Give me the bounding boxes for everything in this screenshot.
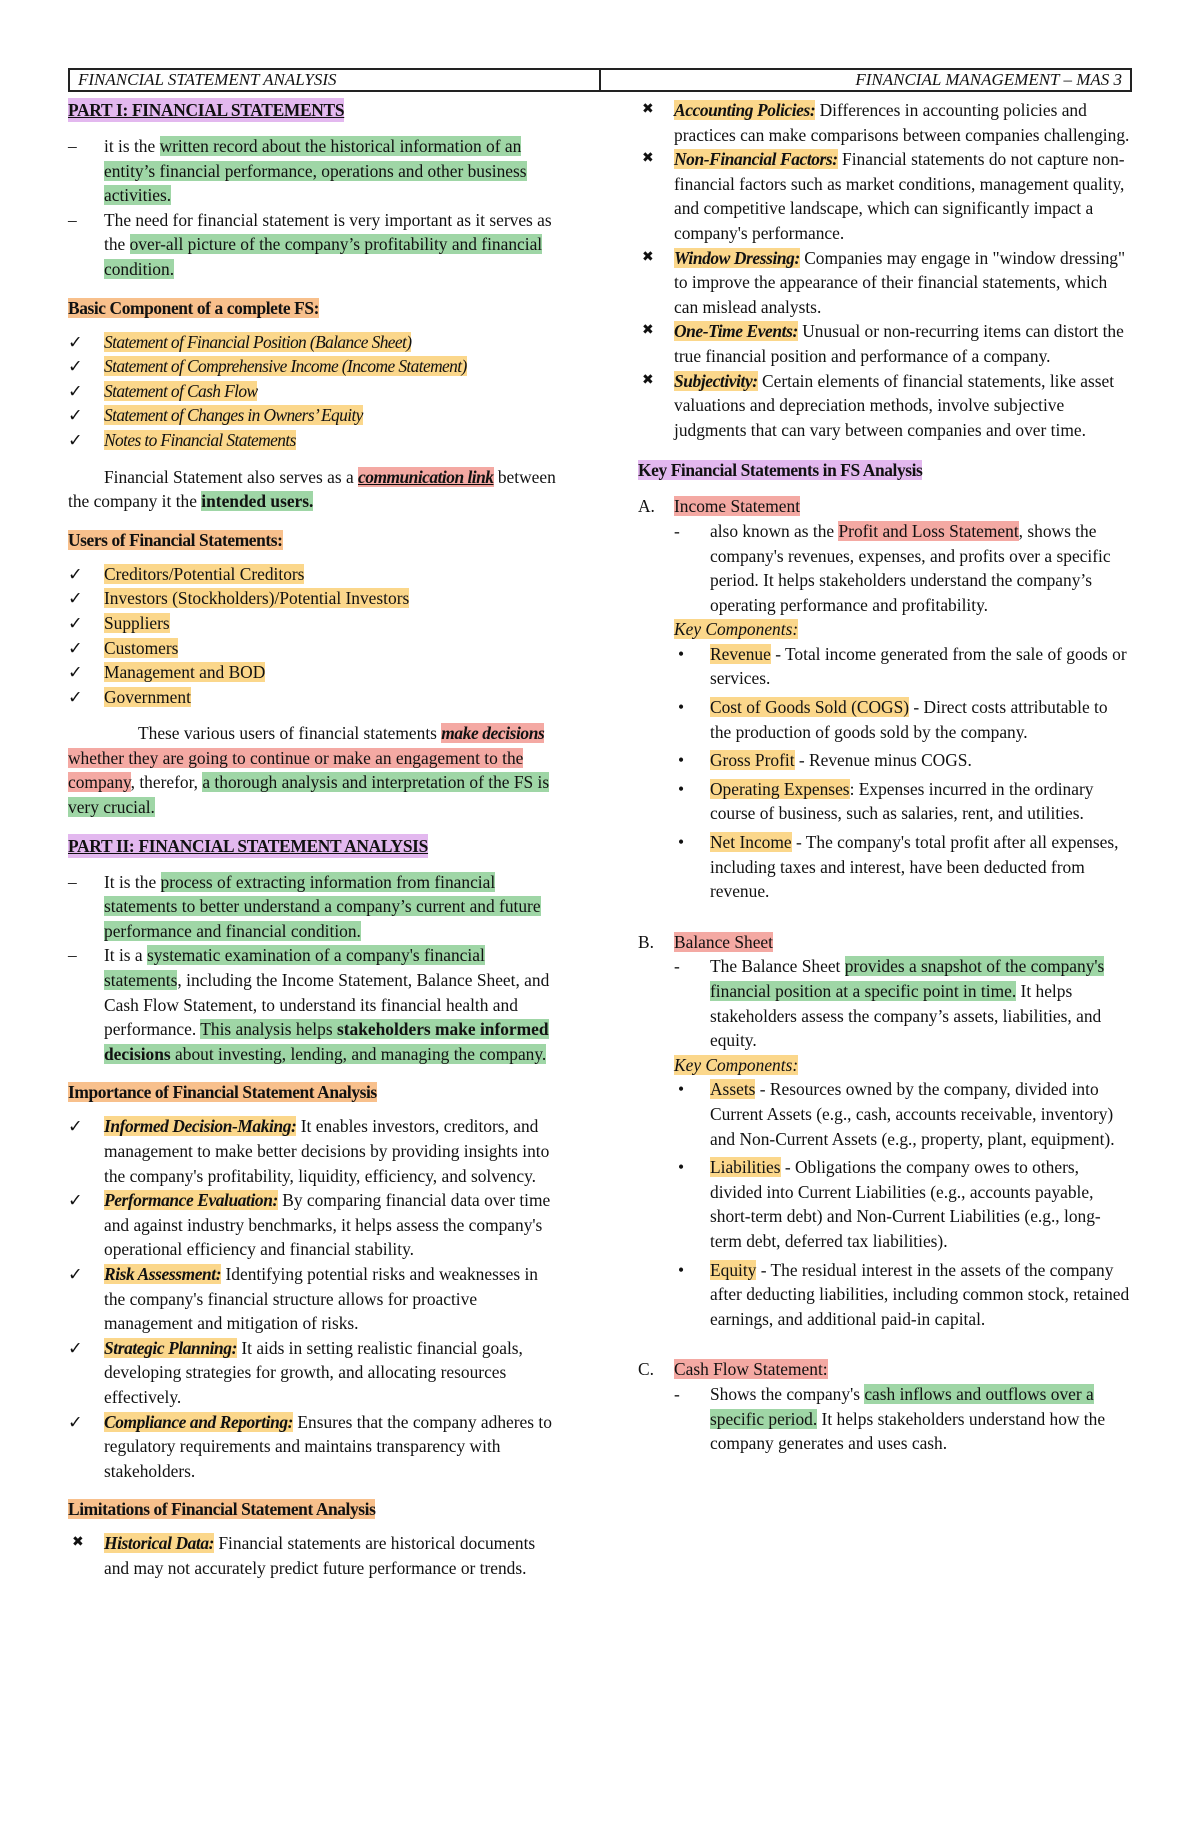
- balance-sheet-title: Balance Sheet: [674, 931, 773, 952]
- list-item: – it is the written record about the historical information of an entity’s financial performance, operations and other business activities.: [68, 136, 527, 206]
- bullet-icon: •: [678, 1259, 685, 1280]
- x-mark-icon: ✖: [642, 151, 654, 167]
- check-icon: ✓: [68, 405, 83, 426]
- x-mark-icon: ✖: [642, 372, 654, 388]
- components-title: Basic Component of a complete FS:: [68, 297, 320, 318]
- cash-flow-title: Cash Flow Statement:: [674, 1359, 828, 1380]
- list-item: ✓ Statement of Comprehensive Income (Income Statement): [68, 354, 561, 379]
- check-icon: ✓: [68, 686, 83, 707]
- balance-description: - The Balance Sheet provides a snapshot of the company's financial position at a specific point in time. It helps stakeholders assess the company’s assets, liabilities, and equity.: [674, 956, 1105, 1051]
- users-list: [68, 562, 561, 710]
- dash-icon: –: [68, 136, 77, 156]
- cash-flow-description: - Shows the company's cash inflows and outflows over a specific period. It helps stakeholders understand how the company generates and uses cash.: [674, 1383, 1106, 1454]
- dash-icon: –: [68, 871, 77, 892]
- list-item: ✖ Subjectivity: Certain elements of financial statements, like asset valuations and depreciation methods, involve subjective judgments that can vary between companies and over time.: [642, 370, 1115, 440]
- check-icon: ✓: [68, 380, 83, 401]
- balance-sheet-block: [638, 930, 1132, 1332]
- list-item: • Equity - The residual interest in the assets of the company after deducting liabilities, including common stock, retained earnings, and additional paid-in capital.: [678, 1259, 1130, 1329]
- check-icon: ✓: [68, 662, 83, 683]
- list-item: – It is the process of extracting information from financial statements to better understand a company’s current and future performance and financial condition.: [68, 871, 541, 941]
- list-item: • Cost of Goods Sold (COGS) - Direct costs attributable to the production of goods sold by the company.: [678, 697, 1108, 742]
- users-paragraph: These various users of financial statements make decisions whether they are going to continue or make an engagement to the company, therefor, a thorough analysis and interpretation of the FS is very crucial.: [68, 723, 550, 818]
- users-title: Users of Financial Statements:: [68, 529, 283, 550]
- check-icon: ✓: [68, 1263, 83, 1284]
- importance-list: [68, 1114, 561, 1483]
- bullet-icon: •: [678, 1157, 685, 1178]
- part2-bullets: [68, 870, 561, 1067]
- check-icon: ✓: [68, 1116, 83, 1137]
- section-letter: B.: [638, 931, 654, 952]
- limitations-list-left: [68, 1531, 561, 1580]
- list-item: • Net Income - The company's total profit after all expenses, including taxes and interest, have been deducted from revenue.: [678, 832, 1119, 902]
- list-item: ✓ Notes to Financial Statements: [68, 428, 561, 453]
- x-mark-icon: ✖: [642, 323, 654, 339]
- list-item: ✓ Customers: [68, 636, 561, 661]
- list-item: ✖ Non-Financial Factors: Financial statements do not capture non-financial factors such as market conditions, management quality, and competitive landscape, which can significantly impact a company's performance.: [642, 149, 1125, 243]
- list-item: ✓ Risk Assessment: Identifying potential risks and weaknesses in the company's financial structure allows for proactive management and mitigation of risks.: [68, 1263, 538, 1334]
- income-statement-title: Income Statement: [674, 496, 801, 517]
- income-description: - also known as the Profit and Loss Statement, shows the company's revenues, expenses, and profits over a specific period. It helps stakeholders understand the company’s operating performance and profitability.: [674, 520, 1111, 615]
- cash-flow-block: [638, 1357, 1132, 1455]
- list-item: – It is a systematic examination of a company's financial statements, including the Income Statement, Balance Sheet, and Cash Flow Statement, to understand its financial health and performance. This analysis helps stakeholders make informed decisions about investing, lending, and managing the company.: [68, 945, 550, 1064]
- part1-bullets: [68, 134, 561, 282]
- header-left: FINANCIAL STATEMENT ANALYSIS: [70, 70, 601, 90]
- list-item: – The need for financial statement is very important as it serves as the over-all picture of the company’s profitability and financial condition.: [68, 209, 552, 279]
- list-item: • Operating Expenses: Expenses incurred in the ordinary course of business, such as salaries, rent, and utilities.: [678, 778, 1094, 824]
- list-item: • Revenue - Total income generated from the sale of goods or services.: [678, 643, 1127, 689]
- list-item: ✓ Performance Evaluation: By comparing financial data over time and against industry benchmarks, it helps assess the company's operational efficiency and financial stability.: [68, 1190, 551, 1260]
- list-item: ✖ One-Time Events: Unusual or non-recurring items can distort the true financial position and performance of a company.: [642, 321, 1124, 366]
- importance-title: Importance of Financial Statement Analysis: [68, 1082, 377, 1103]
- page-header: [68, 68, 1132, 92]
- dash-icon: –: [68, 945, 77, 966]
- right-column: [638, 98, 1132, 1581]
- check-icon: ✓: [68, 1411, 83, 1432]
- section-letter: A.: [638, 496, 655, 517]
- list-item: • Liabilities - Obligations the company owes to others, divided into Current Liabilities (e.g., accounts payable, short-term debt) and Non-Current Liabilities (e.g., long-term debt, deferred tax liabilities).: [678, 1157, 1101, 1251]
- income-statement-block: [638, 494, 1132, 904]
- dash-icon: –: [68, 209, 77, 230]
- x-mark-icon: ✖: [642, 102, 654, 117]
- check-icon: ✓: [68, 356, 83, 377]
- list-item: ✓ Strategic Planning: It aids in setting realistic financial goals, developing strategies for growth, and allocating resources effectively.: [68, 1337, 523, 1407]
- list-item: • Gross Profit - Revenue minus COGS.: [674, 748, 1132, 773]
- list-item: ✓ Investors (Stockholders)/Potential Investors: [68, 586, 561, 611]
- limitations-list-right: [638, 98, 1132, 442]
- check-icon: ✓: [68, 429, 83, 450]
- components-list: [68, 330, 561, 453]
- check-icon: ✓: [68, 637, 83, 658]
- list-item: ✓ Compliance and Reporting: Ensures that the company adheres to regulatory requirements and maintains transparency with stakeholders.: [68, 1411, 552, 1481]
- check-icon: ✓: [68, 563, 83, 584]
- bullet-icon: •: [678, 832, 685, 853]
- key-components-label: Key Components:: [674, 1054, 799, 1075]
- bullet-icon: •: [678, 778, 685, 799]
- balance-components: [674, 1077, 1132, 1331]
- list-item: ✖ Window Dressing: Companies may engage in "window dressing" to improve the appearance of their financial statements, which can mislead analysts.: [642, 247, 1126, 317]
- list-item: ✓ Statement of Cash Flow: [68, 379, 561, 404]
- list-item: ✖ Accounting Policies: Differences in accounting policies and practices can make comparisons between companies challenging.: [642, 100, 1130, 145]
- list-item: ✖ Historical Data: Financial statements are historical documents and may not accurately predict future performance or trends.: [72, 1533, 536, 1578]
- x-mark-icon: ✖: [72, 1535, 84, 1551]
- list-item: ✓ Creditors/Potential Creditors: [68, 562, 561, 587]
- list-item: ✓ Statement of Changes in Owners’ Equity: [68, 403, 561, 428]
- header-right: FINANCIAL MANAGEMENT – MAS 3: [855, 70, 1122, 89]
- list-item: ✓ Suppliers: [68, 611, 561, 636]
- document-page: [68, 68, 1132, 1768]
- left-column: [68, 98, 561, 1581]
- list-item: ✓ Informed Decision-Making: It enables investors, creditors, and management to make better decisions by providing insights into the company's profitability, liquidity, efficiency, and solvency.: [68, 1116, 550, 1186]
- part2-title: PART II: FINANCIAL STATEMENT ANALYSIS: [68, 835, 429, 856]
- check-icon: ✓: [68, 612, 83, 633]
- bullet-icon: •: [678, 1079, 685, 1100]
- list-item: • Assets - Resources owned by the company, divided into Current Assets (e.g., cash, accounts receivable, inventory) and Non-Current Assets (e.g., property, plant, equipment).: [678, 1079, 1115, 1149]
- list-item: ✓ Government: [68, 685, 561, 710]
- section-letter: C.: [638, 1359, 654, 1380]
- check-icon: ✓: [68, 1337, 83, 1358]
- part1-title: PART I: FINANCIAL STATEMENTS: [68, 100, 345, 120]
- key-components-label: Key Components:: [674, 619, 799, 640]
- bullet-icon: •: [678, 750, 685, 771]
- check-icon: ✓: [68, 331, 83, 352]
- bullet-icon: •: [678, 697, 685, 718]
- income-components: [674, 642, 1132, 904]
- bullet-icon: •: [678, 643, 685, 664]
- check-icon: ✓: [68, 588, 83, 609]
- communication-paragraph: Financial Statement also serves as a communication link between the company it the intended users.: [68, 466, 556, 512]
- list-item: ✓ Statement of Financial Position (Balance Sheet): [68, 330, 561, 355]
- limitations-title: Limitations of Financial Statement Analysis: [68, 1499, 376, 1520]
- check-icon: ✓: [68, 1190, 83, 1211]
- key-statements-title: Key Financial Statements in FS Analysis: [638, 460, 923, 481]
- list-item: ✓ Management and BOD: [68, 660, 561, 685]
- x-mark-icon: ✖: [642, 249, 654, 265]
